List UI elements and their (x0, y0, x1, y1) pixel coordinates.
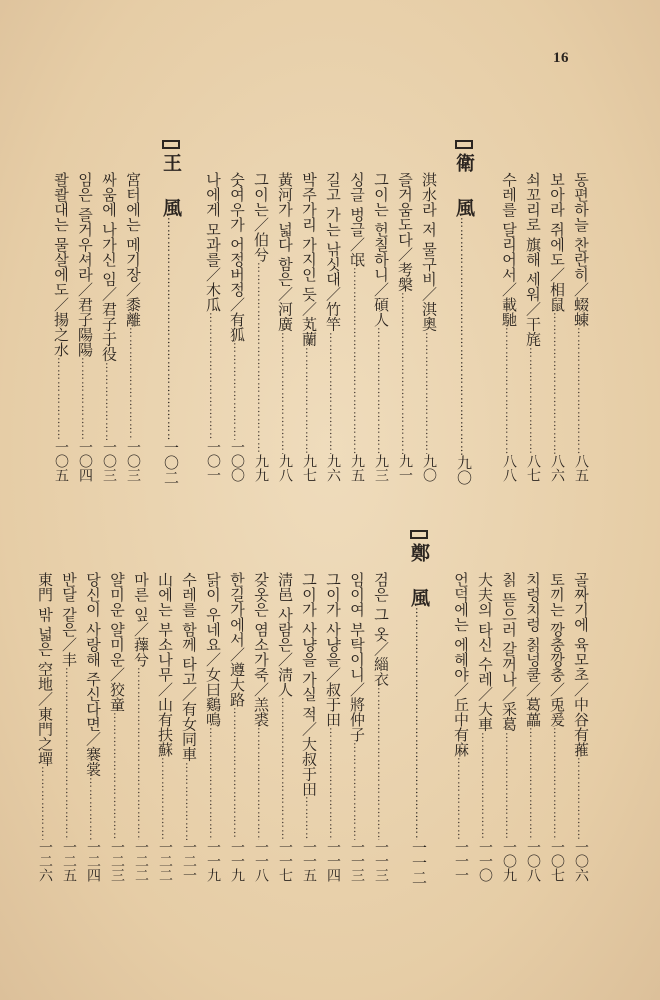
toc-entry (274, 172, 296, 482)
section-page: 一一二 (410, 840, 428, 885)
entry-page: 一一一 (453, 840, 469, 882)
section-header-zheng (408, 530, 430, 885)
leader-dots (498, 327, 520, 454)
toc-entry (570, 172, 592, 482)
entry-page: 八八 (501, 454, 517, 482)
toc-entry (34, 572, 56, 882)
leader-dots (450, 757, 472, 840)
leader-dots (394, 292, 416, 454)
entry-title: 즐거움도다／考槃 (396, 172, 414, 292)
leader-dots (370, 687, 392, 840)
entry-page: 一一三 (373, 840, 389, 882)
toc-entry (82, 572, 104, 882)
toc-entry (298, 572, 320, 882)
entry-title: 쇠꼬리로 旗해 세워／干旄 (524, 172, 542, 347)
leader-dots (178, 762, 200, 840)
toc-entry (346, 172, 368, 482)
leader-dots (522, 727, 544, 840)
section-box-icon (162, 140, 180, 149)
leader-dots (274, 332, 296, 454)
entry-title: 山에는 부소나무／山有扶蘇 (156, 572, 174, 757)
entry-page: 九三 (373, 454, 389, 482)
entry-title: 임은 즐거우셔라／君子陽陽 (76, 172, 94, 357)
entry-title: 한길가에서／遵大路 (228, 572, 246, 707)
toc-entry (226, 572, 248, 882)
leader-dots (474, 732, 496, 840)
entry-page: 九一 (397, 454, 413, 482)
entry-title: 淸邑 사람은／淸人 (276, 572, 294, 697)
entry-page: 一二六 (37, 840, 53, 882)
entry-title: 치렁치렁 칡넝쿨／葛藟 (524, 572, 542, 727)
leader-dots (106, 712, 128, 840)
entry-page: 一一四 (325, 840, 341, 882)
leader-dots (250, 262, 272, 454)
entry-title: 임이여 부탁이니／將仲子 (348, 572, 366, 742)
section-header-wang (160, 140, 182, 485)
entry-page: 九九 (253, 454, 269, 482)
entry-page: 一〇四 (77, 440, 93, 482)
entry-page: 一〇三 (101, 440, 117, 482)
leader-dots (322, 727, 344, 840)
section-name-suffix: 風 (408, 588, 430, 608)
leader-dots (453, 217, 475, 455)
entry-page: 八五 (573, 454, 589, 482)
leader-dots (154, 757, 176, 840)
entry-title: 골짜기에 육모초／中谷有蓷 (572, 572, 590, 757)
toc-entry (250, 172, 272, 482)
entry-page: 一〇七 (549, 840, 565, 882)
entry-title: 언덕에는 에헤야／丘中有麻 (452, 572, 470, 757)
entry-page: 八六 (549, 454, 565, 482)
toc-entry (322, 172, 344, 482)
toc-entry (522, 172, 544, 482)
entry-page: 一〇三 (125, 440, 141, 482)
entry-title: 黃河가 넓다 함은／河廣 (276, 172, 294, 332)
toc-entry (370, 172, 392, 482)
leader-dots (522, 347, 544, 454)
entry-title: 숫여우가 어정버정／有狐 (228, 172, 246, 342)
entry-page: 一〇五 (53, 440, 69, 482)
toc-entry (274, 572, 296, 882)
leader-dots (34, 766, 56, 840)
toc-entry (122, 172, 144, 482)
toc-entry (450, 572, 472, 882)
entry-page: 九七 (301, 454, 317, 482)
entry-title: 그이가 사냥을／叔于田 (324, 572, 342, 727)
section-box-icon (410, 530, 428, 539)
page-number: 16 (553, 50, 569, 66)
entry-title: 검은 그 옷／緇衣 (372, 572, 390, 687)
entry-page: 一一三 (349, 840, 365, 882)
entry-page: 一一九 (229, 840, 245, 882)
toc-entry (178, 572, 200, 882)
section-name: 衛 (453, 153, 475, 173)
entry-page: 九〇 (421, 454, 437, 482)
toc-entry (570, 572, 592, 882)
section-header-wei (453, 140, 475, 485)
toc-entry (106, 572, 128, 882)
leader-dots (418, 332, 440, 454)
section-name-suffix: 風 (453, 198, 475, 218)
entry-page: 一一九 (205, 840, 221, 882)
leader-dots (250, 727, 272, 840)
leader-dots (98, 362, 120, 440)
section-page: 九〇 (455, 455, 473, 485)
section-name-suffix: 風 (160, 197, 182, 217)
entry-title: 마른 잎／蘀兮 (132, 572, 150, 667)
entry-page: 一〇〇 (229, 440, 245, 482)
toc-entry (250, 572, 272, 882)
toc-entry (130, 572, 152, 882)
leader-dots (546, 727, 568, 840)
leader-dots (50, 357, 72, 440)
entry-title: 보아라 쥐에도／相鼠 (548, 172, 566, 312)
leader-dots (226, 707, 248, 840)
leader-dots (570, 327, 592, 454)
leader-dots (160, 217, 182, 440)
toc-entry (546, 172, 568, 482)
entry-page: 一一八 (253, 840, 269, 882)
entry-page: 九八 (277, 454, 293, 482)
leader-dots (570, 757, 592, 840)
entry-title: 그이는 헌칠하니／碩人 (372, 172, 390, 327)
entry-page: 一〇六 (573, 840, 589, 882)
leader-dots (274, 697, 296, 840)
leader-dots (370, 327, 392, 454)
entry-title: 東門 밖 넓은 空地／東門之墠 (36, 572, 54, 767)
entry-title: 얄미운 얄미운／狡童 (108, 572, 126, 712)
entry-title: 칡 뜯으러 갈꺼나／采葛 (500, 572, 518, 732)
entry-title: 콸콸대는 물살에도／揚之水 (52, 172, 70, 357)
entry-title: 당신이 사랑해 주신다면／褰裳 (84, 572, 102, 777)
leader-dots (122, 327, 144, 440)
entry-page: 一〇九 (501, 840, 517, 882)
leader-dots (298, 347, 320, 454)
entry-page: 九五 (349, 454, 365, 482)
leader-dots (82, 777, 104, 840)
toc-entry (498, 572, 520, 882)
toc-entry (74, 172, 96, 482)
toc-entry (418, 172, 440, 482)
entry-page: 一一五 (301, 840, 317, 882)
leader-dots (498, 732, 520, 840)
entry-page: 一二四 (85, 840, 101, 882)
leader-dots (322, 332, 344, 454)
leader-dots (346, 267, 368, 454)
toc-entry (58, 572, 80, 882)
toc-entry (298, 172, 320, 482)
section-page: 一〇二 (162, 440, 180, 485)
entry-title: 반달 같은／丰 (60, 572, 78, 667)
entry-page: 一二二 (157, 840, 173, 882)
leader-dots (58, 667, 80, 840)
toc-entry (154, 572, 176, 882)
entry-title: 나에게 모과를／木瓜 (204, 172, 222, 312)
leader-dots (130, 667, 152, 840)
entry-page: 八七 (525, 454, 541, 482)
toc-entry (202, 572, 224, 882)
section-name: 王 (160, 152, 182, 172)
entry-title: 토끼는 깡충깡충／兎爰 (548, 572, 566, 727)
entry-title: 淇水라 저 물구비／淇奧 (420, 172, 438, 332)
entry-title: 닭이 우네요／女曰鷄鳴 (204, 572, 222, 727)
leader-dots (202, 312, 224, 440)
entry-page: 一〇八 (525, 840, 541, 882)
section-box-icon (455, 140, 473, 149)
entry-title: 그이는／伯兮 (252, 172, 270, 262)
entry-title: 싱글 벙글／氓 (348, 172, 366, 267)
leader-dots (202, 727, 224, 840)
leader-dots (298, 796, 320, 840)
entry-page: 一一〇 (477, 840, 493, 882)
toc-entry (226, 172, 248, 482)
toc-entry (522, 572, 544, 882)
section-name: 鄭 (408, 543, 430, 563)
toc-entry (546, 572, 568, 882)
leader-dots (346, 742, 368, 840)
entry-title: 수레를 함께 타고／有女同車 (180, 572, 198, 762)
toc-entry (474, 572, 496, 882)
entry-title: 길고 가는 낚싯대／竹竿 (324, 172, 342, 332)
leader-dots (226, 342, 248, 440)
entry-title: 그이가 사냥을 가실 적／大叔于田 (300, 572, 318, 797)
entry-page: 一二五 (61, 840, 77, 882)
entry-title: 동편하늘 찬란히／蝃蝀 (572, 172, 590, 327)
toc-entry (98, 172, 120, 482)
entry-page: 一二三 (109, 840, 125, 882)
toc-entry (346, 572, 368, 882)
toc-entry (202, 172, 224, 482)
entry-title: 수레를 달리어서／載馳 (500, 172, 518, 327)
entry-title: 갖옷은 염소가죽／羔裘 (252, 572, 270, 727)
toc-entry (370, 572, 392, 882)
entry-page: 一二二 (133, 840, 149, 882)
toc-entry (394, 172, 416, 482)
leader-dots (74, 357, 96, 440)
entry-title: 大夫의 타신 수레／大車 (476, 572, 494, 732)
entry-page: 九六 (325, 454, 341, 482)
toc-entry (50, 172, 72, 482)
entry-page: 一二一 (181, 840, 197, 882)
entry-page: 一〇一 (205, 440, 221, 482)
toc-entry (322, 572, 344, 882)
entry-title: 박주가리 가지인 듯／芄蘭 (300, 172, 318, 347)
leader-dots (408, 607, 430, 840)
entry-title: 宮터에는 메기장／黍離 (124, 172, 142, 327)
leader-dots (546, 312, 568, 454)
entry-title: 싸움에 나가신 임／君子于役 (100, 172, 118, 362)
entry-page: 一一七 (277, 840, 293, 882)
toc-entry (498, 172, 520, 482)
